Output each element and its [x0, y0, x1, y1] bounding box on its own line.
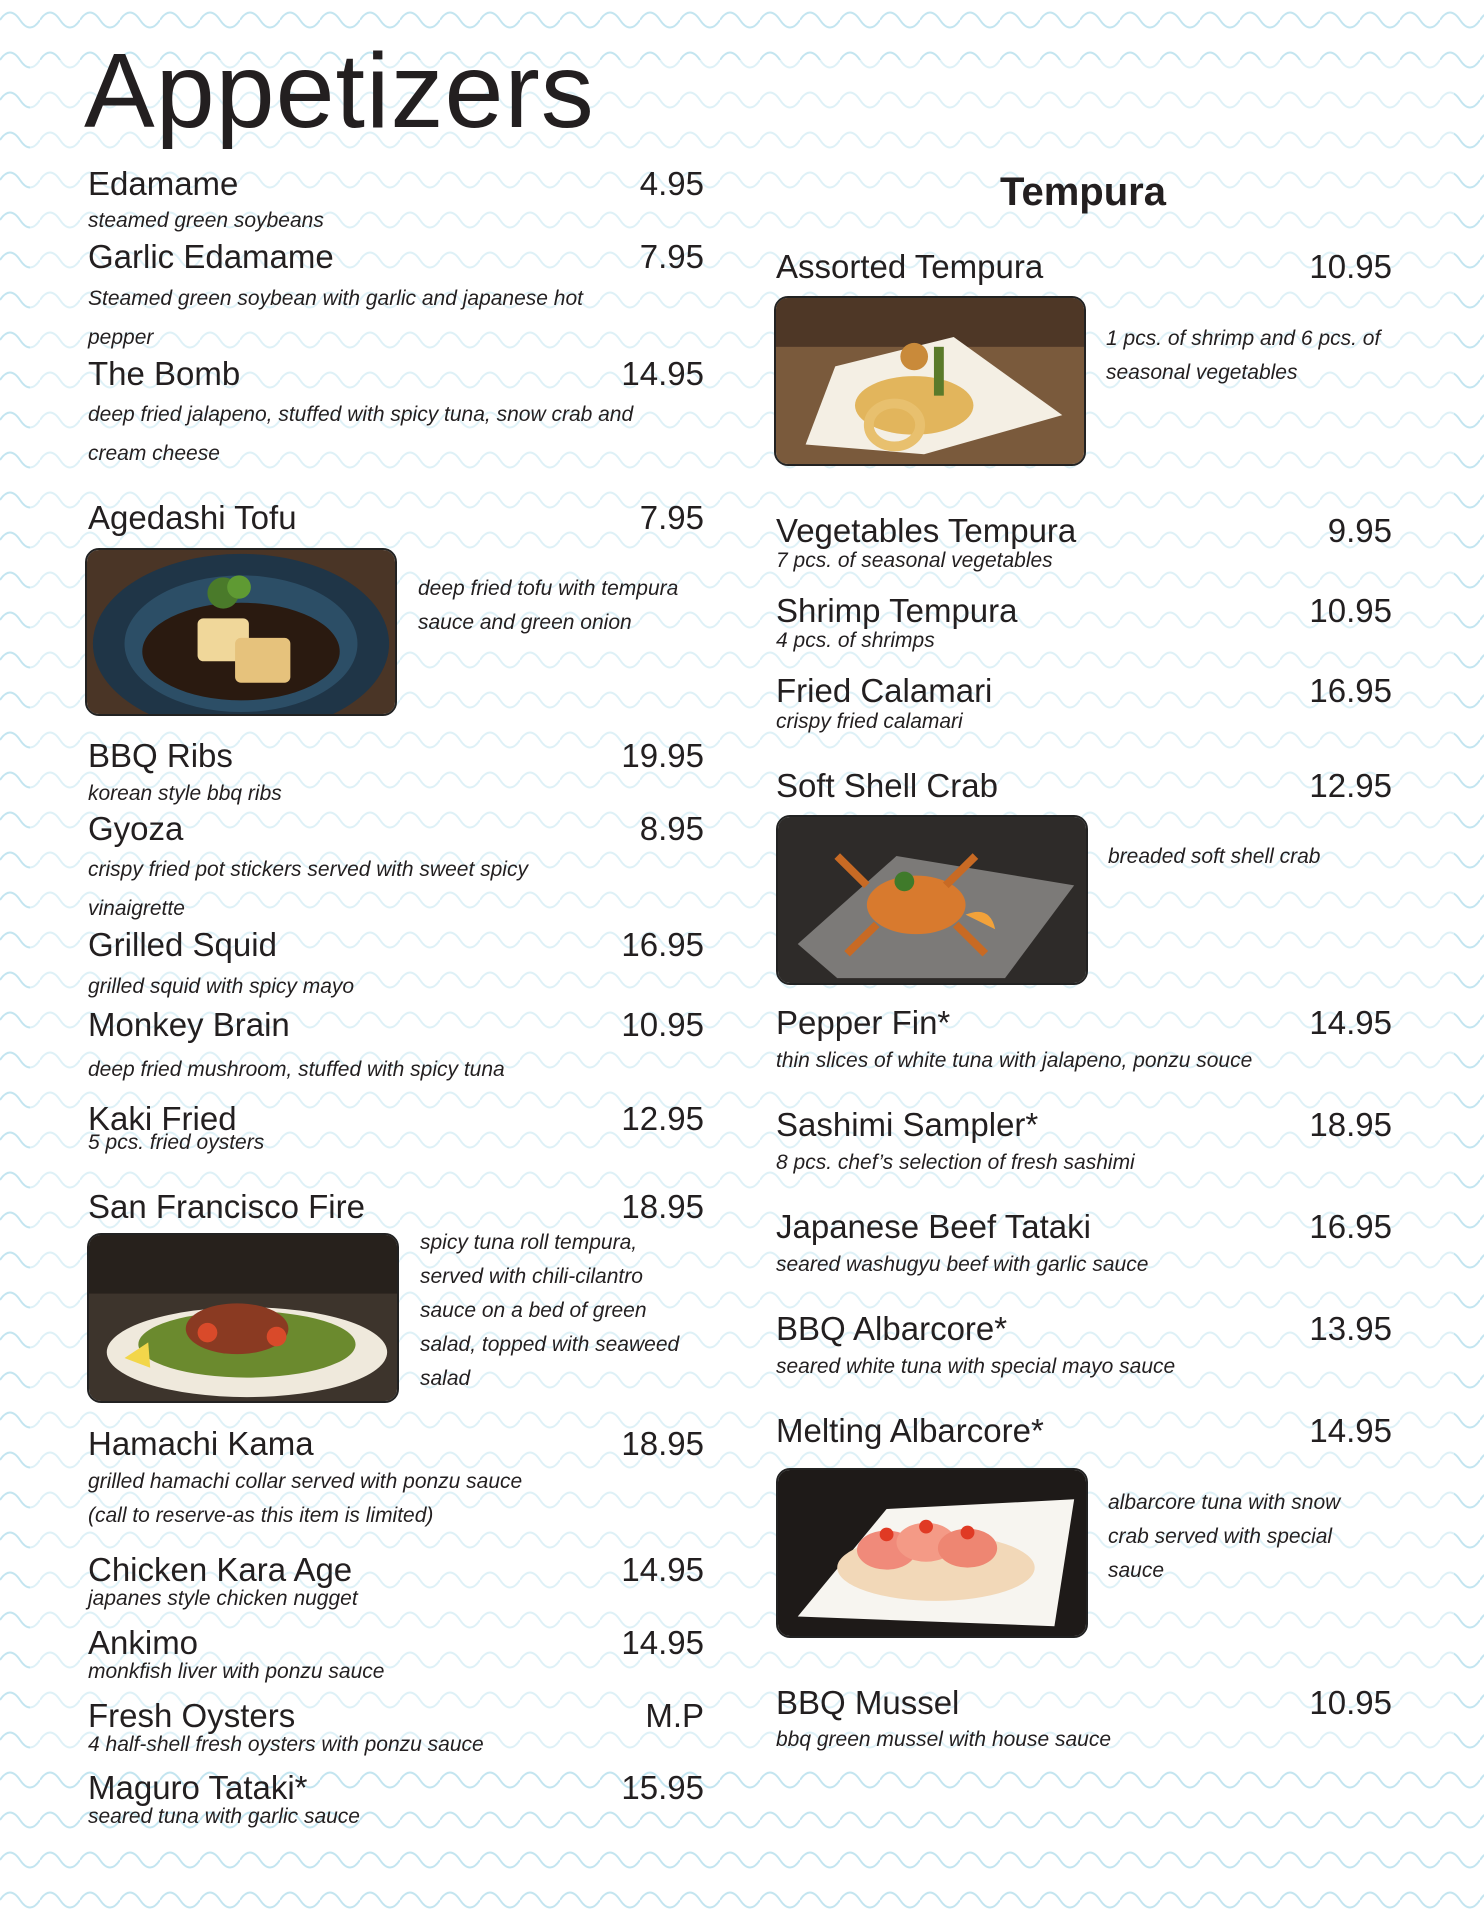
item-description: albarcore tuna with snow crab served with special sauce — [1108, 1491, 1341, 1582]
item-description: crispy fried pot stickers served with sweet spicy — [88, 858, 528, 881]
item-description: grilled squid with spicy mayo — [88, 975, 355, 998]
item-name: The Bomb — [88, 355, 241, 392]
item-name: Shrimp Tempura — [776, 592, 1018, 629]
item-description: steamed green soybeans — [88, 209, 324, 232]
item-description: cream cheese — [88, 442, 220, 465]
item-price: 10.95 — [1309, 592, 1392, 629]
item-name: Agedashi Tofu — [88, 499, 297, 536]
item-price: 9.95 — [1327, 512, 1392, 549]
item-name: BBQ Ribs — [88, 737, 233, 774]
item-price: 13.95 — [1309, 1310, 1392, 1347]
item-description: thin slices of white tuna with jalapeno, ponzu souce — [776, 1049, 1253, 1072]
item-price: 18.95 — [621, 1425, 704, 1462]
san-francisco-fire-photo — [87, 1233, 399, 1403]
item-description: 4 half-shell fresh oysters with ponzu sauce — [88, 1733, 484, 1756]
item-price: 14.95 — [621, 1624, 704, 1661]
item-name: Vegetables Tempura — [776, 512, 1077, 549]
item-description: 7 pcs. of seasonal vegetables — [776, 549, 1053, 572]
item-description: monkfish liver with ponzu sauce — [88, 1660, 385, 1683]
item-name: Fried Calamari — [776, 672, 993, 709]
agedashi-tofu-photo — [85, 548, 397, 716]
item-name: Sashimi Sampler* — [776, 1106, 1039, 1143]
item-description: vinaigrette — [88, 897, 185, 920]
item-name: Grilled Squid — [88, 926, 277, 963]
item-name: Soft Shell Crab — [776, 767, 998, 804]
item-description: bbq green mussel with house sauce — [776, 1728, 1112, 1751]
item-name: Melting Albarcore* — [776, 1412, 1044, 1449]
assorted-tempura-photo — [774, 296, 1086, 466]
item-price: 14.95 — [621, 355, 704, 392]
item-name: Ankimo — [88, 1624, 199, 1661]
melting-albacore-photo — [776, 1468, 1088, 1638]
item-price: 16.95 — [621, 926, 704, 963]
item-description: deep fried mushroom, stuffed with spicy tuna — [88, 1058, 505, 1081]
item-description: grilled hamachi collar served with ponzu sauce — [88, 1470, 523, 1493]
item-name: Edamame — [88, 165, 239, 202]
item-price: 18.95 — [1309, 1106, 1392, 1143]
item-name: Hamachi Kama — [88, 1425, 314, 1462]
item-description: pepper — [88, 326, 154, 349]
item-description: seared washugyu beef with garlic sauce — [776, 1253, 1149, 1276]
item-name: Pepper Fin* — [776, 1004, 951, 1041]
item-price: 16.95 — [1309, 1208, 1392, 1245]
item-price: 15.95 — [621, 1769, 704, 1806]
item-price: 14.95 — [1309, 1004, 1392, 1041]
item-description: spicy tuna roll tempura, served with chili-cilantro sauce on a bed of green salad, topped with seaweed salad — [420, 1231, 680, 1390]
item-price: 16.95 — [1309, 672, 1392, 709]
item-name: BBQ Mussel — [776, 1684, 960, 1721]
item-description: crispy fried calamari — [776, 710, 963, 733]
item-description: korean style bbq ribs — [88, 782, 282, 805]
item-description: 4 pcs. of shrimps — [776, 629, 935, 652]
item-price: 7.95 — [639, 238, 704, 275]
tempura-section-title: Tempura — [1000, 170, 1166, 214]
item-description: (call to reserve-as this item is limited) — [88, 1504, 434, 1527]
item-description: seared tuna with garlic sauce — [88, 1805, 360, 1828]
item-price: 14.95 — [621, 1551, 704, 1588]
item-description: Steamed green soybean with garlic and japanese hot — [88, 287, 583, 310]
item-description: seared white tuna with special mayo sauce — [776, 1355, 1176, 1378]
item-description: 1 pcs. of shrimp and 6 pcs. of seasonal vegetables — [1106, 327, 1381, 384]
item-description: 8 pcs. chef’s selection of fresh sashimi — [776, 1151, 1135, 1174]
item-price: 10.95 — [621, 1006, 704, 1043]
item-name: Maguro Tataki* — [88, 1769, 308, 1806]
item-price: 10.95 — [1309, 1684, 1392, 1721]
item-price: M.P — [645, 1697, 704, 1734]
soft-shell-crab-photo — [776, 815, 1088, 985]
item-price: 7.95 — [639, 499, 704, 536]
item-name: Monkey Brain — [88, 1006, 290, 1043]
item-name: Assorted Tempura — [776, 248, 1044, 285]
item-name: Garlic Edamame — [88, 238, 334, 275]
item-price: 10.95 — [1309, 248, 1392, 285]
item-description: japanes style chicken nugget — [88, 1587, 358, 1610]
item-name: Chicken Kara Age — [88, 1551, 353, 1588]
item-price: 12.95 — [621, 1100, 704, 1137]
page-title: Appetizers — [84, 32, 595, 150]
item-price: 12.95 — [1309, 767, 1392, 804]
item-price: 19.95 — [621, 737, 704, 774]
item-description: 5 pcs. fried oysters — [88, 1131, 265, 1154]
item-name: Fresh Oysters — [88, 1697, 296, 1734]
item-price: 4.95 — [639, 165, 704, 202]
item-name: Japanese Beef Tataki — [776, 1208, 1091, 1245]
item-description: breaded soft shell crab — [1108, 845, 1321, 868]
item-price: 14.95 — [1309, 1412, 1392, 1449]
item-description: deep fried tofu with tempura sauce and green onion — [418, 577, 679, 634]
item-description: deep fried jalapeno, stuffed with spicy tuna, snow crab and — [88, 403, 634, 426]
item-name: Kaki Fried — [88, 1100, 237, 1137]
item-name: Gyoza — [88, 810, 184, 847]
item-price: 18.95 — [621, 1188, 704, 1225]
item-name: San Francisco Fire — [88, 1188, 365, 1225]
item-name: BBQ Albarcore* — [776, 1310, 1008, 1347]
item-price: 8.95 — [639, 810, 704, 847]
